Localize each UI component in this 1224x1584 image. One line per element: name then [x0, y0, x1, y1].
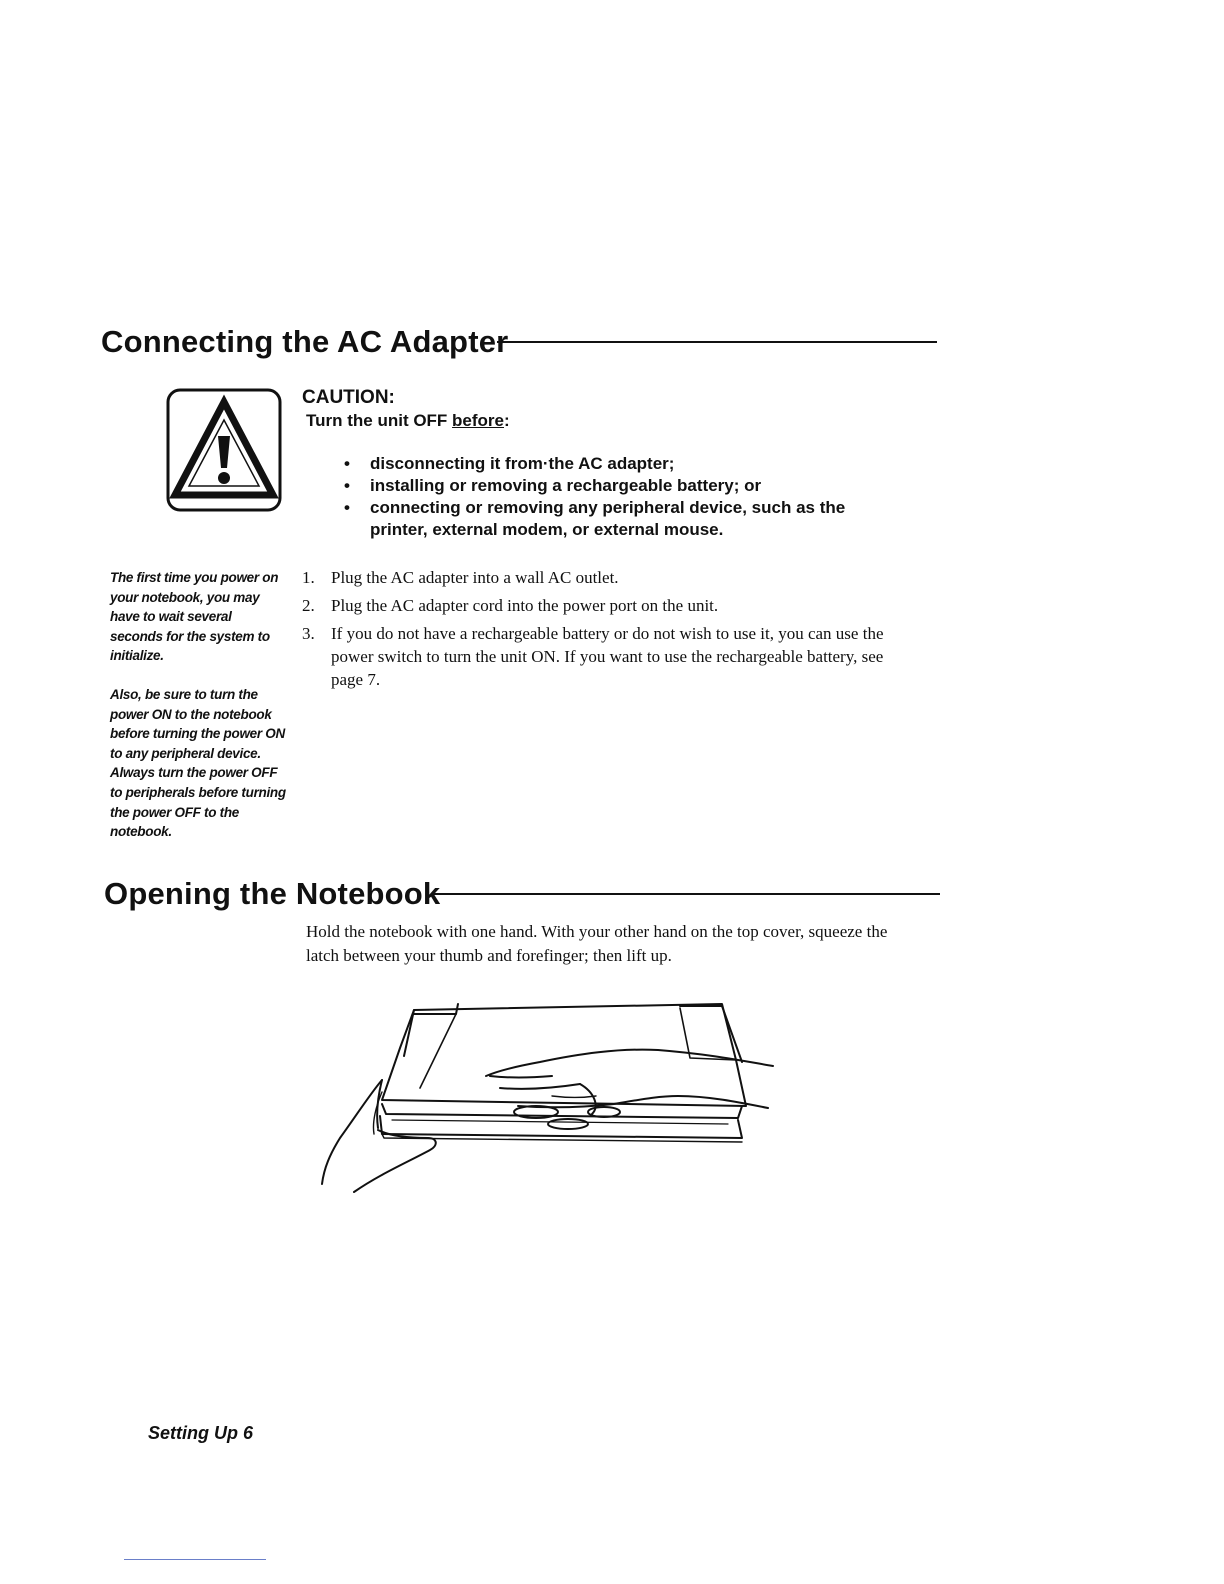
- caution-intro: [306, 410, 510, 432]
- setup-step: [302, 594, 912, 617]
- side-note-first-power-on: The first time you power on your notebook, you may have to wait several seconds for the system to initialize.: [110, 570, 279, 664]
- opening-instructions: Hold the notebook with one hand. With your other hand on the top cover, squeeze the latch between your thumb and forefinger; then lift up.: [306, 922, 888, 965]
- section-heading-opening-notebook: Opening the Notebook: [104, 876, 441, 911]
- setup-step: [302, 566, 912, 589]
- heading-rule: [497, 341, 937, 343]
- bullet-icon: •: [344, 476, 350, 495]
- caution-intro-prefix: Turn the unit OFF: [306, 411, 453, 430]
- heading-rule: [433, 893, 940, 895]
- caution-intro-suffix: :: [504, 411, 510, 430]
- caution-title: CAUTION:: [302, 387, 395, 408]
- section-heading-ac-adapter: Connecting the AC Adapter: [101, 324, 509, 359]
- caution-bullet-text: installing or removing a rechargeable battery; or: [370, 476, 762, 495]
- caution-bullet: [342, 475, 902, 497]
- caution-intro-underlined: before: [452, 411, 505, 430]
- caution-bullet-text: disconnecting it from·the AC adapter;: [370, 454, 675, 473]
- notebook-opening-illustration: [318, 996, 778, 1196]
- step-number: 3.: [302, 624, 315, 643]
- step-text: If you do not have a rechargeable battery or do not wish to use it, you can use the power switch to turn the unit ON. If you want to use the rechargeable battery, see page 7.: [331, 624, 884, 689]
- warning-triangle-icon: [166, 388, 282, 512]
- bullet-icon: •: [344, 454, 350, 473]
- caution-bullet: [342, 453, 902, 475]
- page-footer: Setting Up 6: [148, 1423, 254, 1443]
- caution-bullet-list: [342, 453, 902, 541]
- caution-bullet: [342, 497, 902, 541]
- step-text: Plug the AC adapter cord into the power port on the unit.: [331, 596, 719, 615]
- step-number: 1.: [302, 568, 315, 587]
- setup-step: [302, 622, 912, 691]
- step-number: 2.: [302, 596, 315, 615]
- setup-steps-list: [302, 566, 912, 696]
- step-text: Plug the AC adapter into a wall AC outlet.: [331, 568, 619, 587]
- caution-bullet-text: connecting or removing any peripheral device, such as the printer, external modem, or external mouse.: [370, 498, 846, 539]
- bottom-rule: [124, 1559, 266, 1560]
- bullet-icon: •: [344, 498, 350, 517]
- side-note-power-order: Also, be sure to turn the power ON to the notebook before turning the power ON to any peripheral device. Always turn the power OFF to peripherals before turning the power OFF to the notebook.: [110, 687, 286, 840]
